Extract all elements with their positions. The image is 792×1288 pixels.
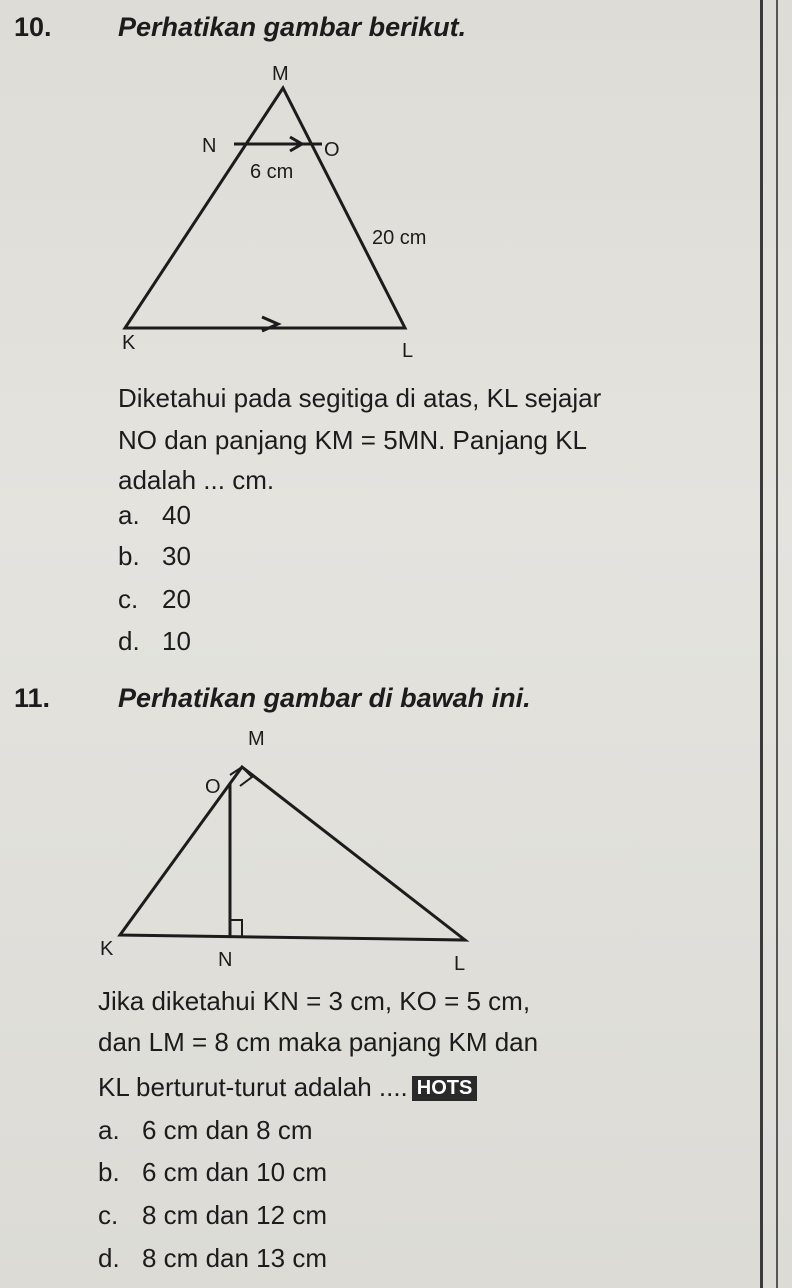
vertex-label-k: K	[100, 938, 114, 960]
length-label-no: 6 cm	[250, 161, 294, 183]
q11-option-a[interactable]: a. 6 cm dan 8 cm	[98, 1115, 313, 1145]
question-11-text-line-3: KL berturut-turut adalah .... HOTS	[98, 1072, 477, 1103]
q11-option-c[interactable]: c. 8 cm dan 12 cm	[98, 1200, 327, 1230]
question-11-title: Perhatikan gambar di bawah ini.	[118, 683, 531, 713]
q10-option-b[interactable]: b. 30	[118, 541, 191, 571]
vertex-label-m: M	[248, 728, 265, 750]
vertex-label-m: M	[272, 63, 289, 85]
vertex-label-n: N	[218, 949, 233, 971]
hots-badge: HOTS	[412, 1076, 478, 1101]
vertex-label-n: N	[202, 135, 217, 157]
q10-option-c[interactable]: c. 20	[118, 584, 191, 614]
q10-option-d[interactable]: d. 10	[118, 626, 191, 656]
q11-option-d[interactable]: d. 8 cm dan 13 cm	[98, 1243, 327, 1273]
page-edge-divider	[776, 0, 778, 1288]
question-11-text-line-1: Jika diketahui KN = 3 cm, KO = 5 cm,	[98, 986, 531, 1016]
vertex-label-o: O	[324, 139, 340, 161]
question-10-text-line-2: NO dan panjang KM = 5MN. Panjang KL	[118, 425, 588, 455]
triangle-kml	[120, 767, 465, 940]
q11-option-b[interactable]: b. 6 cm dan 10 cm	[98, 1157, 327, 1187]
question-10-number: 10.	[14, 12, 52, 42]
vertex-label-l: L	[402, 340, 414, 362]
q10-option-a[interactable]: a. 40	[118, 500, 191, 530]
page-edge-divider	[760, 0, 763, 1288]
question-11-text-line-2: dan LM = 8 cm maka panjang KM dan	[98, 1027, 539, 1057]
vertex-label-o: O	[205, 776, 221, 798]
question-11-number: 11.	[14, 683, 51, 713]
vertex-label-l: L	[454, 953, 466, 975]
length-label-ol: 20 cm	[372, 227, 427, 249]
question-10-text-line-1: Diketahui pada segitiga di atas, KL sejajar	[118, 383, 602, 413]
question-10-title: Perhatikan gambar berikut.	[118, 12, 467, 42]
vertex-label-k: K	[122, 332, 136, 354]
question-10-text-line-3: adalah ... cm.	[118, 465, 275, 495]
